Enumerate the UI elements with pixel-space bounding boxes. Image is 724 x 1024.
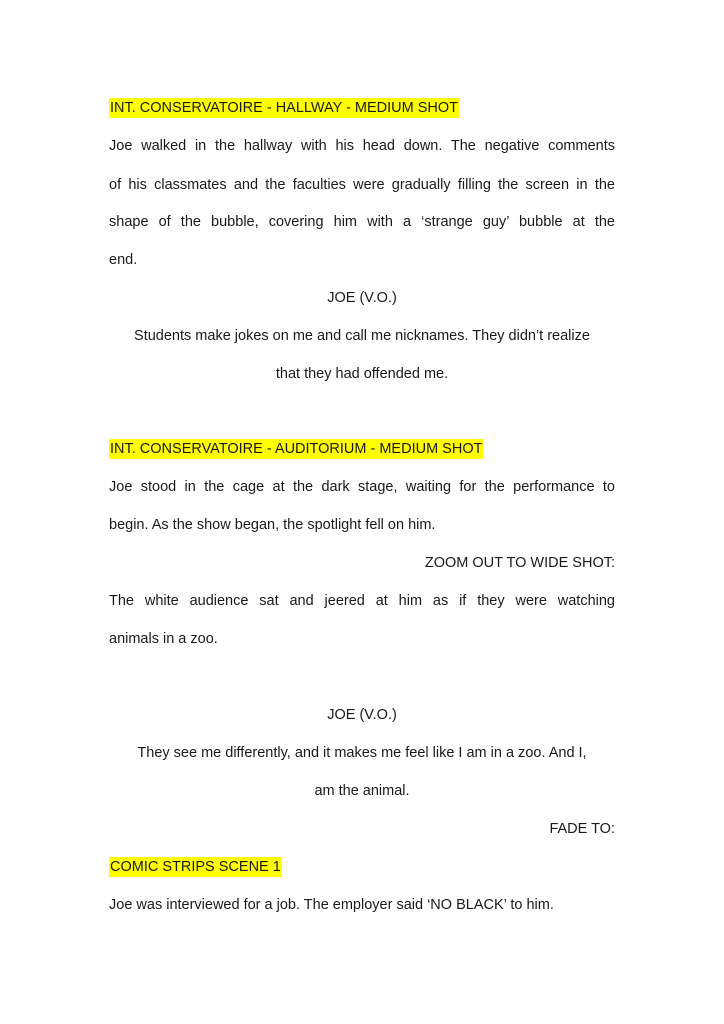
action-line: end. — [109, 252, 138, 268]
dialogue-line: that they had offended me. — [275, 366, 449, 382]
scene-heading-2 — [109, 439, 483, 459]
scene-heading-1 — [109, 98, 459, 118]
character-name: JOE (V.O.) — [327, 290, 397, 306]
action-line: Joe walked in the hallway with his head down. The negative comments — [109, 138, 615, 154]
transition: FADE TO: — [549, 821, 615, 837]
character-name: JOE (V.O.) — [327, 707, 397, 723]
action-line: The white audience sat and jeered at him as if they were watching — [109, 593, 615, 609]
action-line: Joe was interviewed for a job. The employer said ‘NO BLACK’ to him. — [109, 897, 554, 913]
scene-heading-highlight: INT. CONSERVATOIRE - AUDITORIUM - MEDIUM SHOT — [110, 441, 483, 457]
action-line: Joe stood in the cage at the dark stage, waiting for the performance to — [109, 479, 615, 495]
dialogue-line: am the animal. — [314, 783, 410, 799]
transition: ZOOM OUT TO WIDE SHOT: — [424, 555, 615, 571]
action-line: shape of the bubble, covering him with a ‘strange guy’ bubble at the — [109, 214, 615, 230]
scene-heading-3 — [109, 857, 282, 877]
dialogue-line: They see me differently, and it makes me feel like I am in a zoo. And I, — [137, 745, 587, 761]
scene-heading-highlight: INT. CONSERVATOIRE - HALLWAY - MEDIUM SHOT — [110, 100, 459, 116]
action-line: animals in a zoo. — [109, 631, 218, 647]
scene-heading-highlight: COMIC STRIPS SCENE 1 — [110, 859, 281, 875]
action-line: of his classmates and the faculties were gradually filling the screen in the — [109, 177, 615, 193]
action-line: begin. As the show began, the spotlight fell on him. — [109, 517, 436, 533]
dialogue-line: Students make jokes on me and call me nicknames. They didn’t realize — [134, 328, 590, 344]
